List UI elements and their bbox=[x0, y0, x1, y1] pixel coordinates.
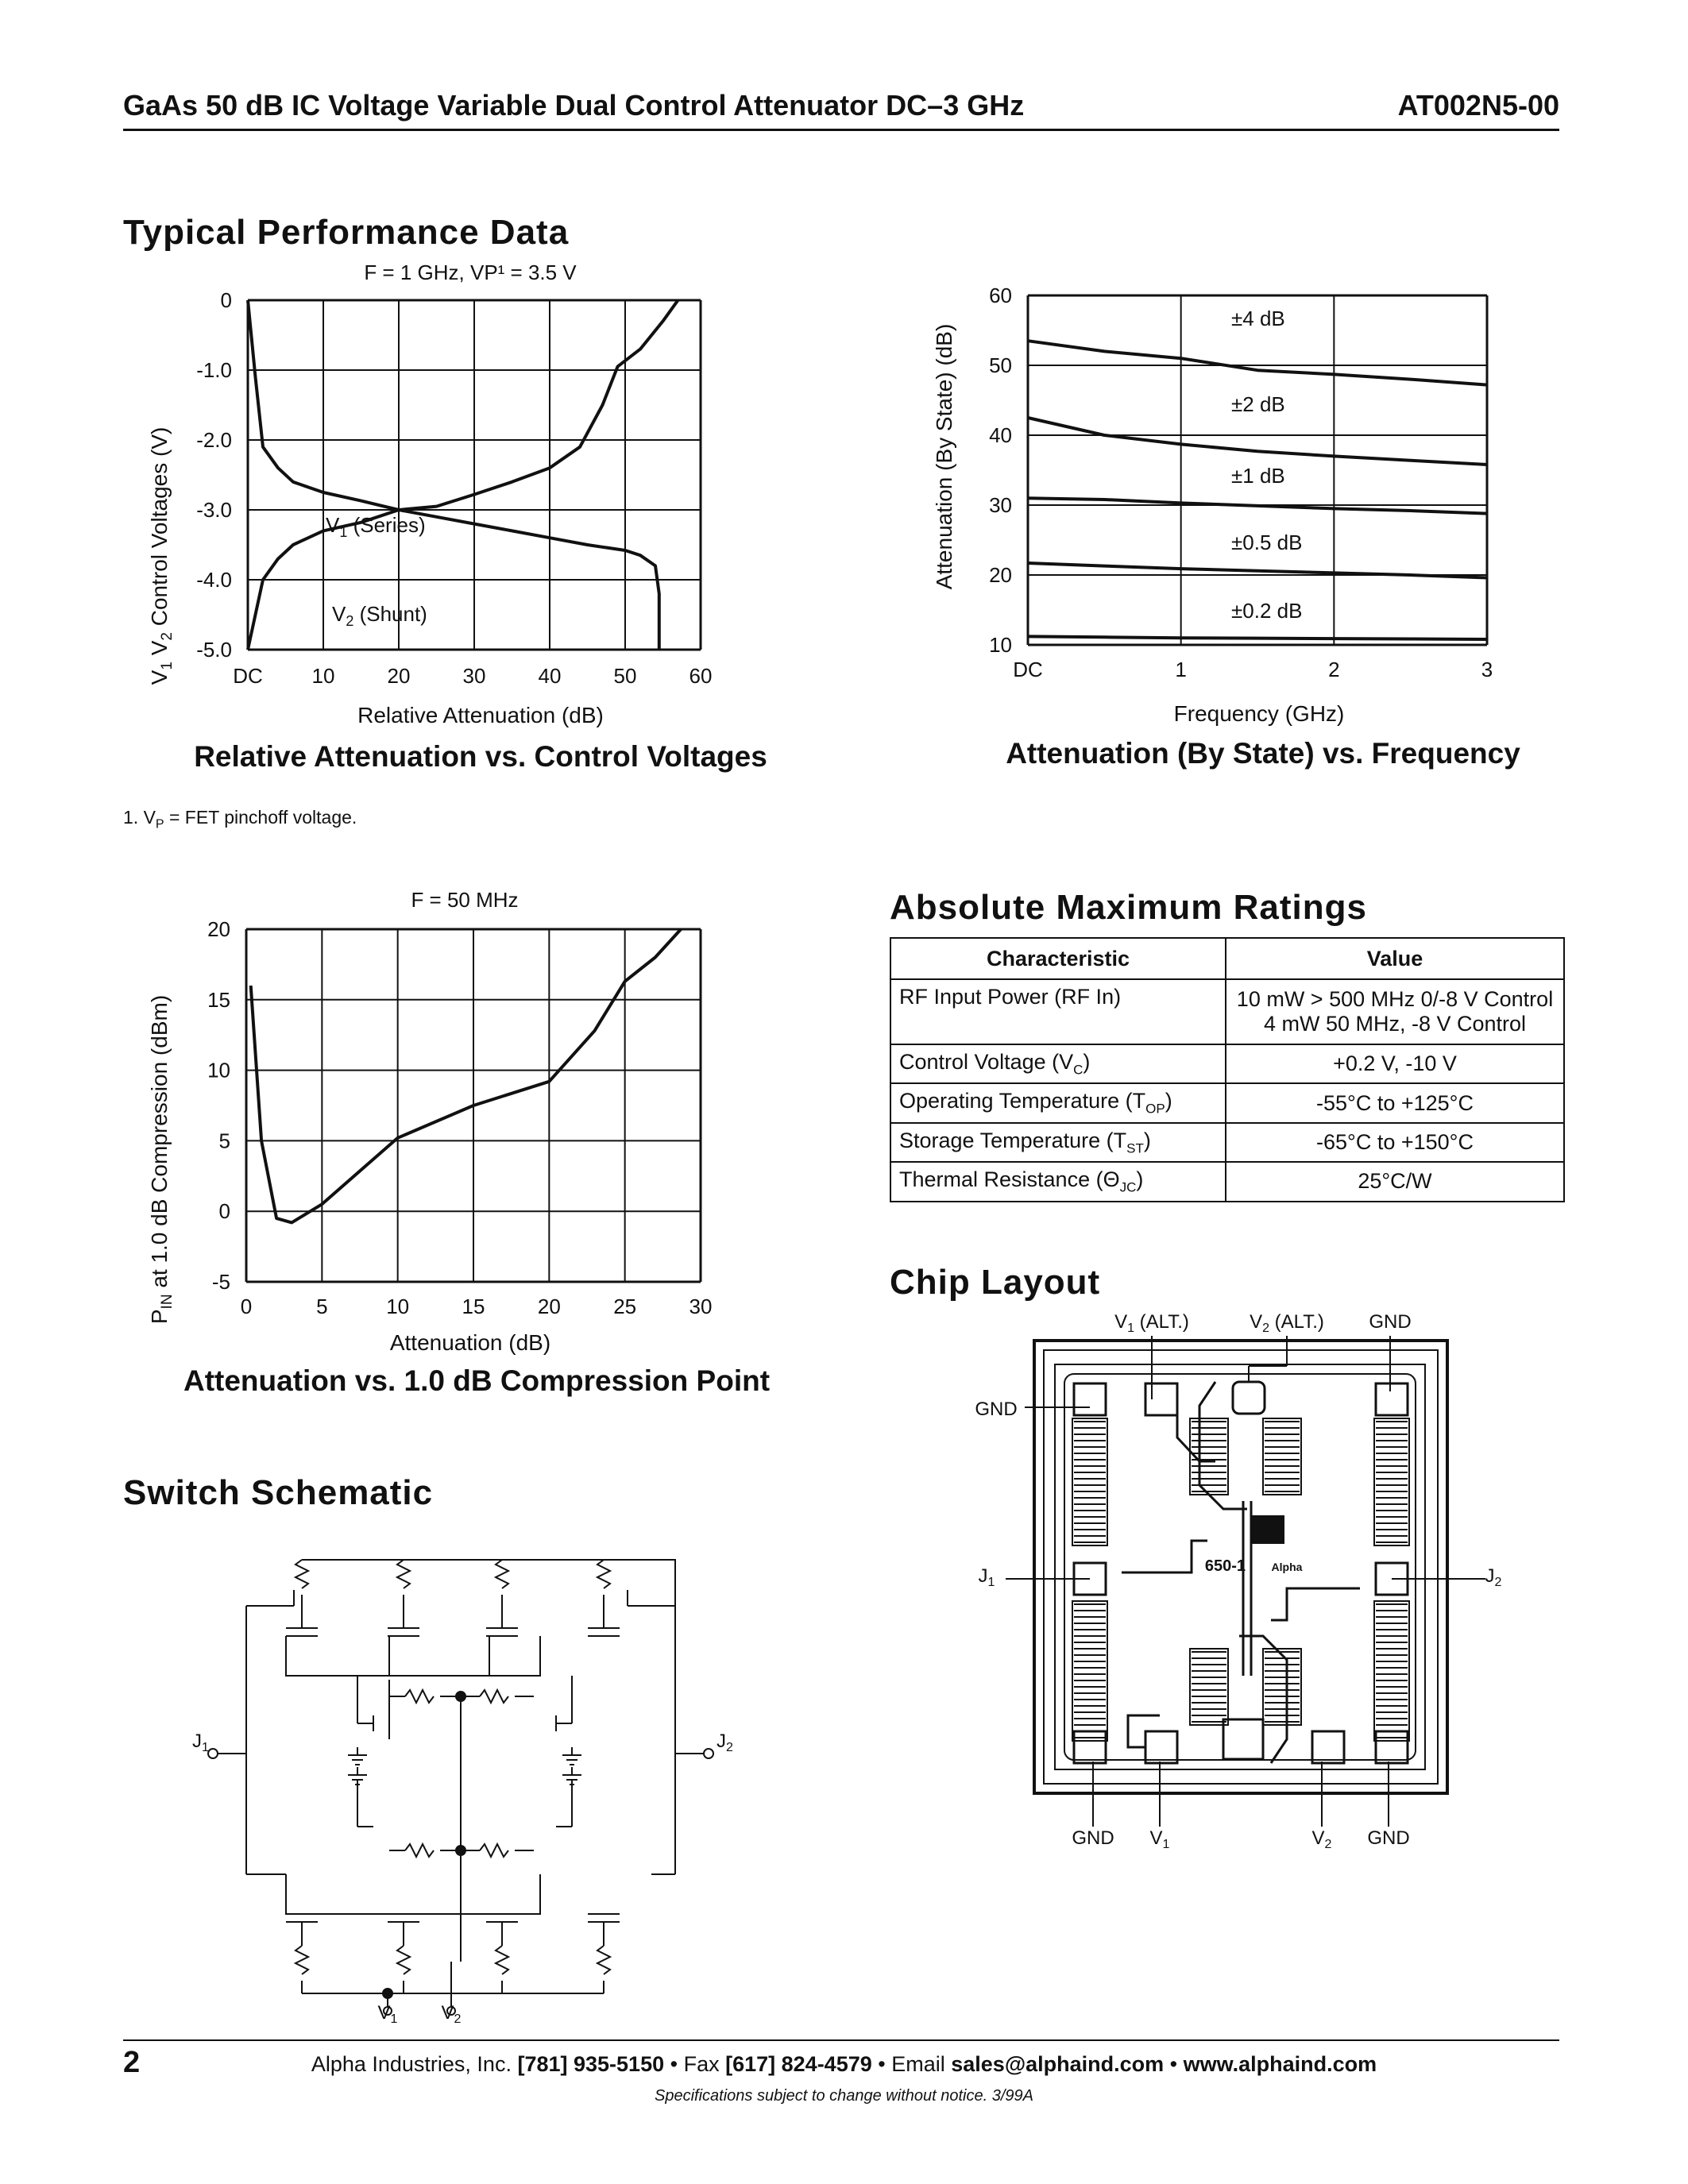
chart2-ylabel: Attenuation (By State) (dB) bbox=[932, 323, 956, 590]
ratings-header-characteristic: Characteristic bbox=[890, 938, 1226, 979]
part-number: AT002N5-00 bbox=[1397, 89, 1559, 122]
schematic-label-v2: $V_2$ bbox=[441, 2002, 462, 2026]
series-line-1 bbox=[248, 300, 678, 650]
chart3-series bbox=[251, 929, 682, 1222]
schematic-wire bbox=[480, 1690, 508, 1703]
ratings-cell-characteristic: Control Voltage $(V_C)$ bbox=[890, 1044, 1226, 1083]
footer-contact: Alpha Industries, Inc. [781] 935-5150 • Fax [617] 824-4579 • Email sales@alphaind.com • www.alphaind.com bbox=[311, 2052, 1377, 2076]
y-tick-label: 40 bbox=[989, 423, 1012, 447]
schematic-wire bbox=[295, 1560, 308, 1588]
ratings-cell-characteristic: Operating Temperature $(T_{OP})$ bbox=[890, 1083, 1226, 1122]
chart1-xlabel: Relative Attenuation (dB) bbox=[357, 703, 604, 727]
chart1-grid bbox=[248, 300, 701, 650]
chart2-series bbox=[1028, 341, 1487, 639]
chip-logo-icon bbox=[1251, 1515, 1284, 1544]
y-tick-label: 5 bbox=[218, 1129, 230, 1153]
x-tick-label: 40 bbox=[538, 664, 562, 688]
footer-fax-label: Fax bbox=[683, 2052, 720, 2076]
schematic-wire bbox=[373, 1715, 556, 1731]
schematic-wire bbox=[286, 1874, 540, 1914]
table-row bbox=[890, 1044, 1564, 1083]
schematic-wire bbox=[286, 1628, 318, 1636]
y-tick-label: 20 bbox=[989, 563, 1012, 587]
ratings-table bbox=[890, 937, 1565, 1202]
schematic-wire bbox=[486, 1914, 518, 1922]
chart1-ticks bbox=[196, 288, 712, 688]
ratings-value-line: 10 mW > 500 MHz 0/-8 V Control bbox=[1236, 987, 1554, 1011]
footer-email-label: Email bbox=[891, 2052, 945, 2076]
footer-phone: [781] 935-5150 bbox=[517, 2052, 665, 2076]
x-tick-label: 30 bbox=[689, 1295, 713, 1318]
section-switch-schematic: Switch Schematic bbox=[123, 1473, 434, 1512]
x-tick-label: DC bbox=[1013, 658, 1043, 681]
schematic-wire bbox=[397, 1946, 410, 1974]
y-tick-label: -4.0 bbox=[196, 568, 232, 592]
schematic-wire bbox=[405, 1690, 434, 1703]
document-title: GaAs 50 dB IC Voltage Variable Dual Control Attenuator DC–3 GHz bbox=[123, 89, 1025, 122]
series-line-2 bbox=[1028, 418, 1487, 465]
chip-label-gnd-top: GND bbox=[1369, 1311, 1412, 1333]
x-tick-label: 0 bbox=[240, 1295, 253, 1318]
y-tick-label: -1.0 bbox=[196, 358, 232, 382]
y-tick-label: 15 bbox=[207, 987, 230, 1012]
x-tick-label: 20 bbox=[537, 1295, 561, 1318]
chart1-title: Relative Attenuation vs. Control Voltages bbox=[194, 740, 767, 773]
ratings-header-row bbox=[890, 938, 1564, 979]
chart-attenuation-vs-frequency bbox=[921, 270, 1541, 739]
x-tick-label: 60 bbox=[689, 664, 713, 688]
x-tick-label: 10 bbox=[386, 1295, 410, 1318]
y-tick-label: -2.0 bbox=[196, 428, 232, 452]
fet-outline bbox=[1190, 1649, 1228, 1725]
chip-label-j1: $J_1$ bbox=[978, 1565, 995, 1589]
y-tick-label: 10 bbox=[207, 1058, 230, 1082]
footer-email-link[interactable]: sales@alphaind.com bbox=[951, 2052, 1165, 2076]
schematic-wire bbox=[286, 1914, 318, 1922]
x-tick-label: 25 bbox=[613, 1295, 637, 1318]
fet-outline bbox=[1374, 1601, 1409, 1741]
chart1-annotation-v2: $V_2$ (Shunt) bbox=[332, 602, 427, 629]
schematic-wire bbox=[588, 1914, 620, 1922]
ratings-cell-characteristic: RF Input Power (RF In) bbox=[890, 979, 1226, 1044]
schematic-wire bbox=[397, 1560, 410, 1588]
chart1-subtitle: F = 1 GHz, VP¹ = 3.5 V bbox=[364, 260, 577, 284]
schematic-wire bbox=[597, 1560, 610, 1588]
chip-leader-lines bbox=[1006, 1336, 1485, 1827]
chart1-annotation-v1: $V_1$ (Series) bbox=[326, 513, 426, 540]
ratings-cell-value: -55°C to +125°C bbox=[1226, 1083, 1564, 1122]
chip-label-v1-alt: $V_1$ (ALT.) bbox=[1114, 1311, 1189, 1335]
table-row bbox=[890, 979, 1564, 1044]
x-tick-label: 15 bbox=[462, 1295, 485, 1318]
table-row bbox=[890, 1123, 1564, 1162]
x-tick-label: 3 bbox=[1481, 658, 1493, 681]
chip-fet-fingers bbox=[1072, 1418, 1409, 1741]
schematic-wire bbox=[348, 1747, 367, 1765]
chip-die-text: 650-1 bbox=[1204, 1557, 1246, 1575]
ratings-cell-value: 25°C/W bbox=[1226, 1162, 1564, 1201]
schematic-wire bbox=[597, 1946, 610, 1974]
chip-logo-block bbox=[1205, 1515, 1303, 1575]
schematic-junction bbox=[383, 1989, 392, 1998]
x-tick-label: 1 bbox=[1175, 658, 1187, 681]
ratings-header-value: Value bbox=[1226, 938, 1564, 979]
chip-label-gnd-br: GND bbox=[1367, 1827, 1410, 1849]
header-rule bbox=[123, 129, 1559, 131]
footer-fax: [617] 824-4579 bbox=[725, 2052, 872, 2076]
series-line-1 bbox=[1028, 341, 1487, 384]
y-tick-label: 30 bbox=[989, 493, 1012, 517]
section-absolute-max: Absolute Maximum Ratings bbox=[890, 888, 1367, 927]
schematic-wire bbox=[295, 1946, 308, 1974]
schematic-wire bbox=[588, 1628, 620, 1636]
schematic-label-j2: $J_2$ bbox=[717, 1731, 733, 1754]
schematic-wire bbox=[486, 1628, 518, 1636]
j2-terminal bbox=[704, 1749, 713, 1758]
fet-outline bbox=[1072, 1601, 1107, 1741]
ratings-cell-value bbox=[1226, 979, 1564, 1044]
schematic-wiring bbox=[208, 1560, 713, 2015]
schematic-wire bbox=[388, 1628, 419, 1636]
x-tick-label: 50 bbox=[613, 664, 637, 688]
chart2-title: Attenuation (By State) vs. Frequency bbox=[1006, 737, 1520, 770]
series-line-1 bbox=[251, 929, 682, 1222]
chip-label-j2: $J_2$ bbox=[1485, 1565, 1502, 1589]
footnote-pinchoff: 1. $V_P$ = FET pinchoff voltage. bbox=[123, 807, 357, 832]
fet-outline bbox=[1374, 1418, 1409, 1545]
footer-rule bbox=[123, 2039, 1559, 2041]
ratings-cell-characteristic: Storage Temperature $(T_{ST})$ bbox=[890, 1123, 1226, 1162]
footer-company: Alpha Industries, Inc. bbox=[311, 2052, 512, 2076]
schematic-wire bbox=[357, 1779, 572, 1827]
chart2-annotation: ±1 dB bbox=[1231, 464, 1285, 488]
page-number: 2 bbox=[123, 2046, 141, 2079]
fet-outline bbox=[1263, 1649, 1301, 1725]
ratings-cell-value: +0.2 V, -10 V bbox=[1226, 1044, 1564, 1083]
schematic-wire bbox=[286, 1636, 540, 1676]
j1-terminal bbox=[208, 1749, 218, 1758]
section-chip-layout: Chip Layout bbox=[890, 1263, 1101, 1302]
chart2-annotation: ±0.2 dB bbox=[1231, 599, 1303, 623]
switch-schematic-diagram bbox=[175, 1517, 747, 2041]
schematic-wire bbox=[496, 1946, 508, 1974]
chip-label-v2-alt: $V_2$ (ALT.) bbox=[1250, 1311, 1324, 1335]
y-tick-label: 10 bbox=[989, 633, 1012, 657]
ratings-cell-characteristic: Thermal Resistance $(\Theta_{JC})$ bbox=[890, 1162, 1226, 1201]
schematic-wire bbox=[405, 1844, 434, 1857]
schematic-label-v1: $V_1$ bbox=[377, 2002, 398, 2026]
chart-compression-point bbox=[127, 882, 731, 1374]
x-tick-label: DC bbox=[233, 664, 263, 688]
series-line-5 bbox=[1028, 636, 1487, 639]
x-tick-label: 5 bbox=[316, 1295, 328, 1318]
chart3-ylabel: $P_{IN}$ at 1.0 dB Compression (dBm) bbox=[147, 994, 176, 1325]
chart3-ticks bbox=[207, 917, 712, 1318]
ratings-cell-value: -65°C to +150°C bbox=[1226, 1123, 1564, 1162]
chip-label-v2: $V_2$ bbox=[1311, 1827, 1332, 1851]
chart3-subtitle: F = 50 MHz bbox=[411, 888, 519, 912]
table-row bbox=[890, 1083, 1564, 1122]
chart1-series bbox=[248, 300, 678, 650]
x-tick-label: 20 bbox=[387, 664, 411, 688]
footer-spec-note: Specifications subject to change without notice. 3/99A bbox=[655, 2087, 1033, 2105]
y-tick-label: 0 bbox=[220, 288, 232, 312]
chart2-annotation: ±0.5 dB bbox=[1231, 531, 1303, 554]
x-tick-label: 10 bbox=[311, 664, 335, 688]
footer-web-link[interactable]: www.alphaind.com bbox=[1183, 2052, 1377, 2076]
table-row bbox=[890, 1162, 1564, 1201]
schematic-wire bbox=[294, 1590, 628, 1606]
chart2-annotation: ±2 dB bbox=[1231, 392, 1285, 416]
chip-label-v1: $V_1$ bbox=[1149, 1827, 1170, 1851]
fet-outline bbox=[1263, 1418, 1301, 1495]
y-tick-label: -5 bbox=[211, 1270, 230, 1294]
x-tick-label: 2 bbox=[1328, 658, 1340, 681]
y-tick-label: 20 bbox=[207, 917, 230, 941]
x-tick-label: 30 bbox=[462, 664, 486, 688]
series-line-2 bbox=[248, 300, 659, 650]
chart3-title: Attenuation vs. 1.0 dB Compression Point bbox=[183, 1364, 771, 1397]
chart-relative-attenuation bbox=[127, 254, 763, 794]
chart2-annotation: ±4 dB bbox=[1231, 307, 1285, 330]
schematic-label-j1: $J_1$ bbox=[192, 1731, 209, 1754]
chip-label-gnd-bl: GND bbox=[1072, 1827, 1114, 1849]
ratings-value-line: 4 mW 50 MHz, -8 V Control bbox=[1263, 1012, 1527, 1036]
fet-outline bbox=[1072, 1418, 1107, 1545]
schematic-wire bbox=[388, 1914, 419, 1922]
schematic-wire bbox=[480, 1844, 508, 1857]
schematic-wire bbox=[562, 1747, 581, 1765]
y-tick-label: -5.0 bbox=[196, 638, 232, 662]
y-tick-label: 50 bbox=[989, 353, 1012, 377]
chart1-ylabel: $V_1$ $V_2$ Control Voltages (V) bbox=[147, 426, 176, 685]
section-typical-performance: Typical Performance Data bbox=[123, 213, 570, 252]
y-tick-label: -3.0 bbox=[196, 498, 232, 522]
y-tick-label: 0 bbox=[218, 1199, 230, 1224]
schematic-wire bbox=[496, 1560, 508, 1588]
chart3-xlabel: Attenuation (dB) bbox=[389, 1330, 551, 1355]
chip-die-logo-text: Alpha bbox=[1271, 1561, 1303, 1573]
chip-label-gnd-left: GND bbox=[975, 1399, 1018, 1420]
y-tick-label: 60 bbox=[989, 284, 1012, 307]
chip-layout-diagram bbox=[937, 1302, 1509, 1858]
chart2-xlabel: Frequency (GHz) bbox=[1173, 701, 1345, 726]
